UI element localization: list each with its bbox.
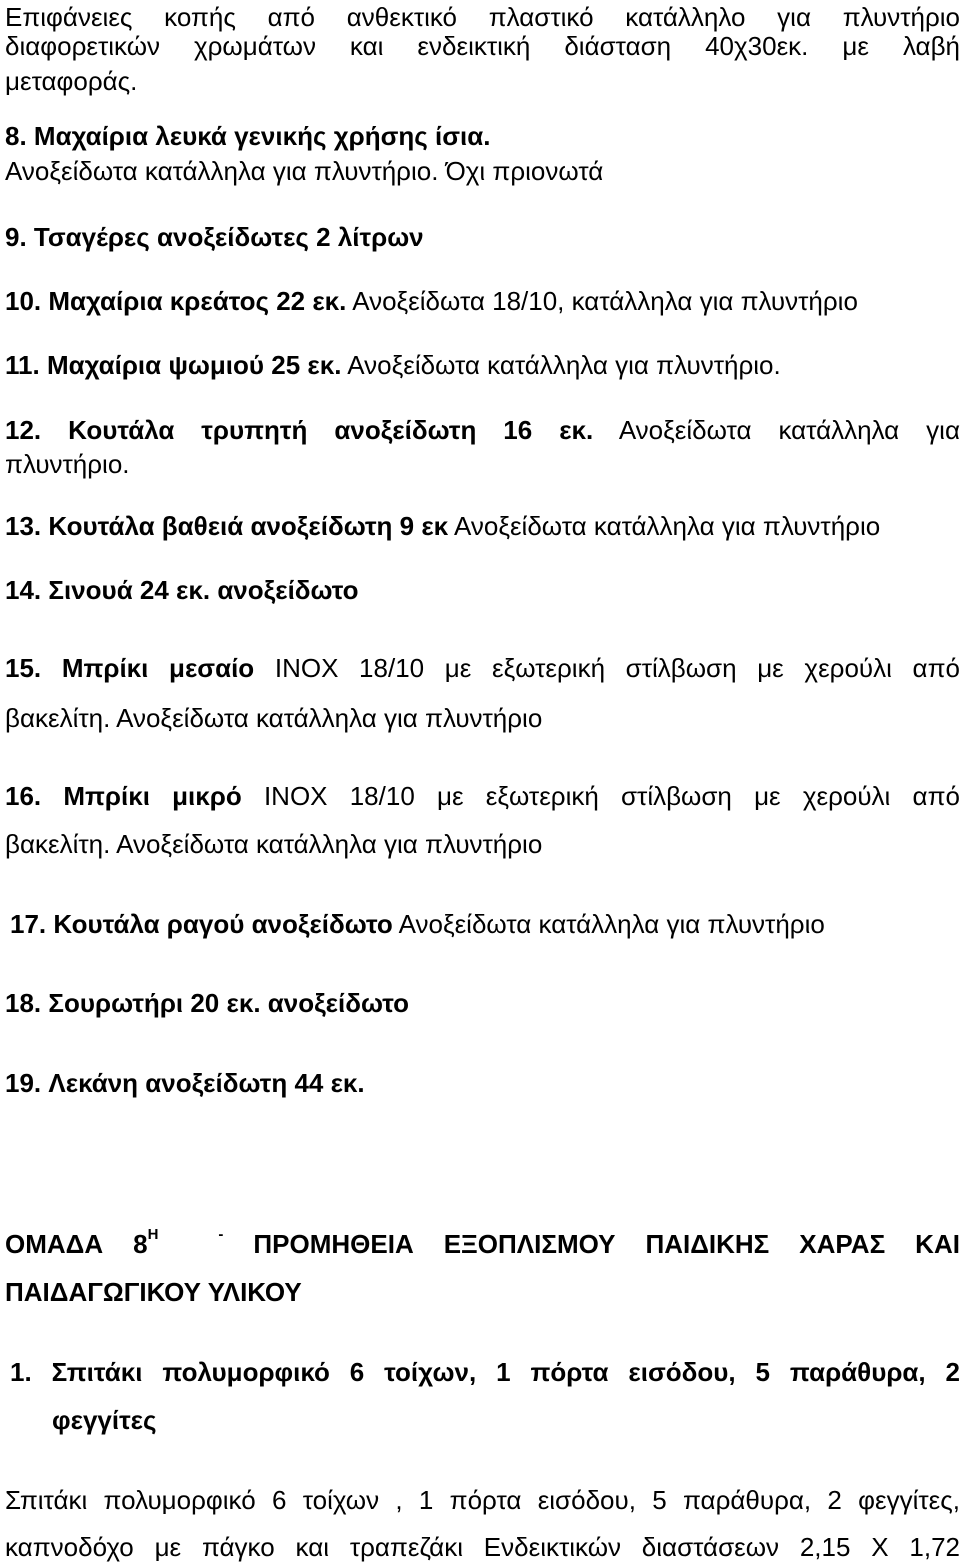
item-number: 15. bbox=[5, 653, 42, 683]
item-number: 14. bbox=[5, 575, 42, 605]
item-title: Κουτάλα βαθειά ανοξείδωτη 9 εκ bbox=[48, 511, 449, 541]
group-number-sup: Η bbox=[147, 1226, 159, 1243]
item-number: 16. bbox=[5, 781, 42, 811]
item-number: 18. bbox=[5, 988, 42, 1018]
list-item bbox=[5, 573, 960, 607]
item-description: Ανοξείδωτα κατάλληλα για πλυντήριο bbox=[453, 511, 881, 541]
group-dash: - bbox=[218, 1226, 224, 1243]
group-word: ΟΜΑΔΑ bbox=[5, 1229, 104, 1259]
item-number: 10. bbox=[5, 286, 42, 316]
list-item bbox=[5, 509, 960, 543]
group-number: $8^H$ - bbox=[133, 1226, 224, 1259]
item-title: Μπρίκι μικρό bbox=[63, 781, 242, 811]
group-heading-cont: ΠΑΙΔΑΓΩΓΙΚΟΥ ΥΛΙΚΟΥ bbox=[5, 1277, 302, 1307]
item-title: Σινουά 24 εκ. ανοξείδωτο bbox=[48, 575, 359, 605]
list-item bbox=[5, 284, 960, 318]
list-item bbox=[5, 119, 960, 153]
group-word: ΠΡΟΜΗΘΕΙΑ bbox=[253, 1229, 414, 1259]
item-description-b: με χερούλι από bbox=[757, 653, 960, 683]
item-description: Ανοξείδωτα κατάλληλα για πλυντήριο bbox=[398, 909, 825, 939]
group-word: ΕΞΟΠΛΙΣΜΟΥ bbox=[443, 1229, 616, 1259]
item-title: Σπιτάκι πολυμορφικό 6 τοίχων, 1 πόρτα εισόδου, 5 παράθυρα, 2 bbox=[51, 1357, 960, 1387]
item-description: Ανοξείδωτα κατάλληλα για bbox=[618, 415, 960, 445]
item-title: Μαχαίρια λευκά γενικής χρήσης ίσια. bbox=[33, 121, 491, 151]
intro-line-2: διαφορετικών χρωμάτων και ενδεικτική διάσταση 40χ30εκ. με λαβή bbox=[5, 31, 960, 61]
item-number: 12. bbox=[5, 415, 42, 445]
item-title-cont: ανοξείδωτη 16 εκ. bbox=[334, 415, 594, 445]
item-title: Λεκάνη ανοξείδωτη 44 εκ. bbox=[48, 1068, 365, 1098]
item-number: 1. bbox=[10, 1357, 32, 1387]
list-item bbox=[5, 651, 960, 685]
item-number: 19. bbox=[5, 1068, 42, 1098]
item-title: Κουτάλα τρυπητή bbox=[68, 415, 308, 445]
list-item bbox=[5, 1066, 960, 1100]
item-title-cont: φεγγίτες bbox=[52, 1405, 157, 1435]
description-line-2: καπνοδόχο με πάγκο και τραπεζάκι Ενδεικτικών διαστάσεων 2,15 Χ 1,72 bbox=[5, 1532, 960, 1562]
intro-line-1: Επιφάνειες κοπής από ανθεκτικό πλαστικό κατάλληλο για πλυντήριο bbox=[5, 2, 960, 32]
item-description: Ανοξείδωτα κατάλληλα για πλυντήριο. Όχι πριονωτά bbox=[5, 156, 604, 186]
item-description-b: με χερούλι από bbox=[754, 781, 960, 811]
group-word: ΚΑΙ bbox=[915, 1229, 960, 1259]
item-number: 17. bbox=[10, 909, 47, 939]
group-list-item bbox=[10, 1355, 960, 1389]
list-item bbox=[5, 986, 960, 1020]
item-title: Σουρωτήρι 20 εκ. ανοξείδωτο bbox=[48, 988, 410, 1018]
item-number: 11. bbox=[5, 350, 40, 380]
item-number: 8. bbox=[5, 121, 27, 151]
item-description-cont: βακελίτη. Ανοξείδωτα κατάλληλα για πλυντήριο bbox=[5, 829, 543, 859]
description-line-1: Σπιτάκι πολυμορφικό 6 τοίχων , 1 πόρτα εισόδου, 5 παράθυρα, 2 φεγγίτες, bbox=[5, 1485, 960, 1515]
list-item bbox=[5, 348, 960, 382]
item-description: INOX 18/10 με εξωτερική στίλβωση bbox=[274, 653, 737, 683]
item-description: Ανοξείδωτα κατάλληλα για πλυντήριο. bbox=[347, 350, 781, 380]
list-item bbox=[5, 779, 960, 813]
item-number: 13. bbox=[5, 511, 42, 541]
group-word: ΠΑΙΔΙΚΗΣ bbox=[645, 1229, 770, 1259]
item-description-cont: πλυντήριο. bbox=[5, 449, 130, 479]
item-description: INOX 18/10 με εξωτερική στίλβωση bbox=[263, 781, 732, 811]
item-title: Μαχαίρια ψωμιού 25 εκ. bbox=[46, 350, 342, 380]
intro-line-3: μεταφοράς. bbox=[5, 66, 138, 96]
list-item bbox=[5, 220, 960, 254]
group-heading bbox=[5, 1227, 960, 1261]
item-description: Ανοξείδωτα 18/10, κατάλληλα για πλυντήριο bbox=[352, 286, 858, 316]
item-title: Μαχαίρια κρεάτος 22 εκ. bbox=[48, 286, 347, 316]
item-description-cont: βακελίτη. Ανοξείδωτα κατάλληλα για πλυντήριο bbox=[5, 703, 543, 733]
list-item bbox=[5, 413, 960, 447]
item-title: Μπρίκι μεσαίο bbox=[61, 653, 255, 683]
item-title: Τσαγέρες ανοξείδωτες 2 λίτρων bbox=[33, 222, 424, 252]
list-item bbox=[10, 907, 960, 941]
item-number: 9. bbox=[5, 222, 27, 252]
item-title: Κουτάλα ραγού ανοξείδωτο bbox=[53, 909, 393, 939]
group-word: ΧΑΡΑΣ bbox=[799, 1229, 886, 1259]
